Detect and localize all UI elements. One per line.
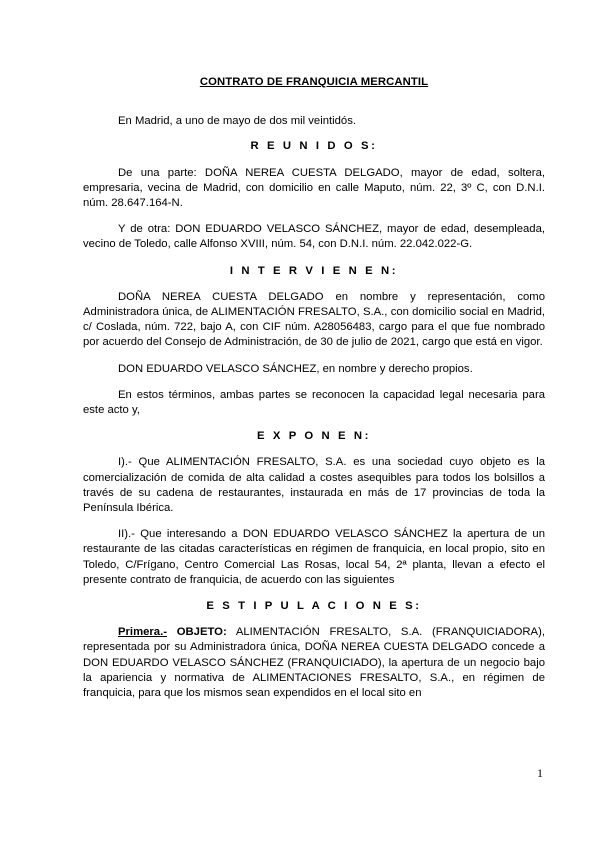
intervienen-paragraph-2: DON EDUARDO VELASCO SÁNCHEZ, en nombre y derecho propios. bbox=[118, 362, 473, 375]
page-number: 1 bbox=[537, 766, 543, 780]
document-body bbox=[83, 75, 545, 712]
heading-exponen: E X P O N E N: bbox=[256, 430, 372, 443]
exponen-paragraph-1: I).- Que ALIMENTACIÓN FRESALTO, S.A. es una sociedad cuyo objeto es la comercialización de comida de alta calidad a costes asequibles para todos los bolsillos a través de su cadena de restaurantes, instaurada en más de 17 provincias de toda la Península Ibérica. bbox=[83, 456, 545, 515]
heading-estipulaciones: E S T I P U L A C I O N E S: bbox=[206, 600, 422, 613]
document-title: CONTRATO DE FRANQUICIA MERCANTIL bbox=[199, 76, 429, 88]
estipulacion-primera-subject: OBJETO: bbox=[176, 626, 227, 639]
intervienen-paragraph-1: DOÑA NEREA CUESTA DELGADO en nombre y representación, como Administradora única, de ALIMENTACIÓN FRESALTO, S.A., con domicilio social en Madrid, c/ Coslada, núm. 722, bajo A, con CIF núm. A28056483, cargo para el que fue nombrado por acuerdo del Consejo de Administración, de 30 de julio de 2021, cargo que está en vigor. bbox=[83, 290, 545, 349]
exponen-paragraph-2: II).- Que interesando a DON EDUARDO VELASCO SÁNCHEZ la apertura de un restaurante de las citadas características en régimen de franquicia, en local propio, sito en Toledo, C/Frígano, Centro Comercial Las Rosas, local 54, 2ª planta, llevan a efecto el presente contrato de franquicia, de acuerdo con las siguientes bbox=[83, 528, 545, 586]
intervienen-paragraph-3: En estos términos, ambas partes se reconocen la capacidad legal necesaria para este acto y, bbox=[83, 388, 545, 417]
estipulacion-primera bbox=[83, 625, 545, 701]
heading-reunidos: R E U N I D O S: bbox=[250, 140, 378, 153]
reunidos-paragraph-1: De una parte: DOÑA NEREA CUESTA DELGADO, mayor de edad, soltera, empresaria, vecina de Madrid, con domicilio en calle Maputo, núm. 22, 3º C, con D.N.I. núm. 28.647.164-N. bbox=[83, 166, 545, 210]
estipulacion-primera-text: ALIMENTACIÓN FRESALTO, S.A. (FRANQUICIADORA), representada por su Administradora única, DOÑA NEREA CUESTA DELGADO concede a DON EDUARDO VELASCO SÁNCHEZ (FRANQUICIADO), la apertura de un negocio bajo la apariencia y normativa de ALIMENTACIONES FRESALTO, S.A., en régimen de franquicia, para que los mismos sean expendidos en el local sito en bbox=[83, 626, 545, 700]
estipulacion-primera-label: Primera.- bbox=[118, 626, 167, 639]
heading-intervienen: I N T E R V I E N E N: bbox=[229, 264, 399, 277]
reunidos-paragraph-2: Y de otra: DON EDUARDO VELASCO SÁNCHEZ, mayor de edad, desempleada, vecino de Toledo, calle Alfonso XVIII, núm. 54, con D.N.I. núm. 22.042.022-G. bbox=[83, 223, 545, 251]
intro-paragraph: En Madrid, a uno de mayo de dos mil veintidós. bbox=[118, 115, 356, 128]
